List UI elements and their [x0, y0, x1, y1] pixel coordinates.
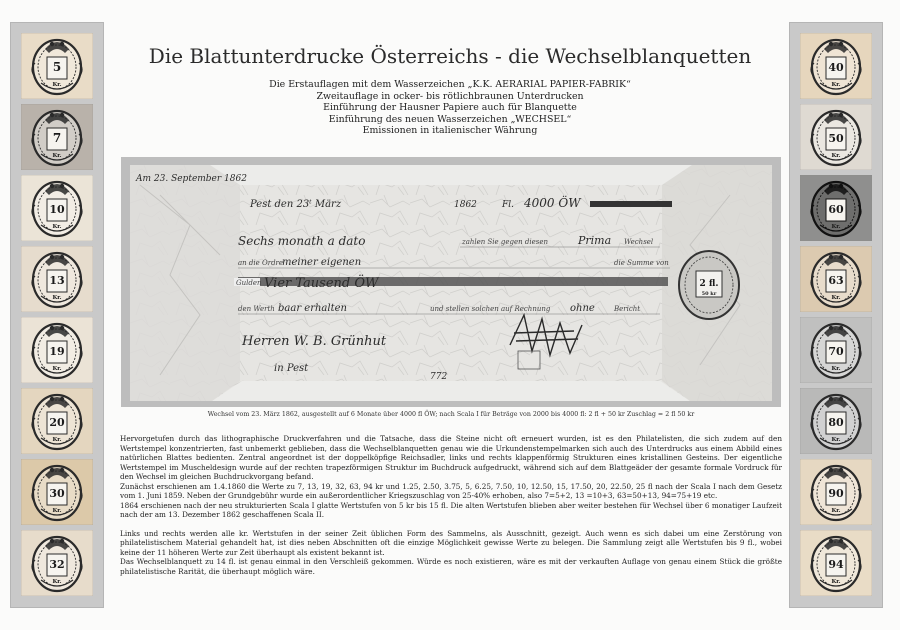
ohne: ohne: [570, 303, 595, 314]
stamp-left-13-kr: [21, 246, 93, 312]
value-stamp: [679, 251, 739, 319]
body-text: [120, 434, 782, 576]
bericht-label: Bericht: [614, 305, 641, 313]
left-stamp-strip: [10, 22, 104, 608]
pay-clause: zahlen Sie gegen diesen: [462, 238, 548, 246]
stamp-right-94-kr: [800, 530, 872, 596]
stamp-left-20-kr: [21, 388, 93, 454]
stamp-right-90-kr: [800, 459, 872, 525]
shell-stamp-icon: [21, 104, 93, 170]
stamp-unit: Kr.: [52, 295, 62, 301]
shell-stamp-icon: [800, 530, 872, 596]
drawee: Herren W. B. Grünhut: [242, 334, 387, 349]
intro-line: Die Erstauflagen mit dem Wasserzeichen „K.K. AERARIAL PAPIER-FABRIK“: [269, 79, 631, 90]
page-title: Die Blattunterdrucke Österreichs - die Wechselblanquetten: [148, 44, 752, 68]
stamp-unit: Kr.: [52, 366, 62, 372]
stamp-value: 5: [52, 60, 62, 74]
value-received: baar erhalten: [278, 303, 347, 314]
prima: Prima: [578, 234, 612, 247]
amount-words: Vier Tausend ÖW: [264, 276, 379, 291]
stamp-value: 94: [828, 558, 844, 571]
sum-label: die Summe von: [614, 259, 669, 267]
stamp-unit: Kr.: [831, 508, 841, 514]
stamp-value: 10: [49, 203, 65, 216]
margin-note: Am 23. September 1862: [136, 174, 247, 184]
right-stamp-strip: [789, 22, 883, 608]
stamp-right-80-kr: [800, 388, 872, 454]
stamp-value: 80: [828, 416, 844, 429]
stamp-left-30-kr: [21, 459, 93, 525]
stamp-unit: Kr.: [831, 366, 841, 372]
stamp-value: 13: [49, 274, 65, 287]
account-clause: und stellen solchen auf Rechnung: [430, 305, 551, 313]
shell-stamp-icon: [800, 317, 872, 383]
stamp-left-32-kr: [21, 530, 93, 596]
stamp-value: 50: [828, 132, 844, 145]
intro-line: Einführung des neuen Wasserzeichen „WECHSEL“: [328, 113, 572, 125]
stamp-value: 19: [49, 345, 65, 358]
shell-stamp-icon: [21, 33, 93, 99]
paragraph: Zunächst erschienen am 1.4.1860 die Werte zu 7, 13, 19, 32, 63, 94 kr und 1.25, 2.50, 3.75, 5, 6.25, 7.50, 10, 12.50, 15, 17.50, 20, 22.50, 25 fl nach der Scala I nach dem Gesetz vom 1. Juni 1859. Neben der Grundgebühr wurde ein außerordentlicher Kriegszuschlag von 25-40% erhoben, also 7=5+2, 13 =10+3, 63=50+13, 94=75+19 etc.: [120, 481, 782, 500]
bill-of-exchange-image: [130, 165, 772, 401]
stamp-value: 40: [828, 61, 844, 74]
stamp-left-19-kr: [21, 317, 93, 383]
shell-stamp-icon: [800, 459, 872, 525]
shell-stamp-icon: [21, 388, 93, 454]
stamp-value: 2 fl.: [699, 279, 719, 289]
paragraph: Hervorgetufen durch das lithographische Druckverfahren und die Tatsache, dass die Steine nicht oft erneuert wurden, ist es den Philatelisten, die sich zudem auf den Wertstempel konzentrierten, fast unbemerkt geblieben, dass die Wechselblanquetten genau wie die Urkundenstempelmarken sich auch des Unterdrucks aus einem Abbild eines natürlichen Blattes bedienten. Zentral angeordnet ist der doppelköpfige Reichsadler, links und rechts klappenförmig Strukturen eines kristallinen Gesteins. Der eigentliche Wertstempel im Muscheldesign wurde auf der rechten trapezförmigen Struktur im Buchdruck aufgedruckt, während sich auf dem Blattgeäder der gesamte formale Vordruck für den Wechsel im gleichen Buchdruckvorgang befand.: [120, 434, 782, 481]
stamp-left-5-kr: [21, 33, 93, 99]
stamp-value: 60: [828, 203, 844, 216]
stamp-value: 7: [52, 131, 62, 145]
amount: 4000 ÖW: [524, 196, 581, 210]
shell-stamp-icon: [800, 104, 872, 170]
wechsel-label: Wechsel: [624, 238, 654, 246]
stamp-unit: Kr.: [52, 224, 62, 230]
stamp-unit: Kr.: [831, 579, 841, 585]
stamp-right-60-kr: [800, 175, 872, 241]
stamp-value: 32: [49, 558, 65, 571]
shell-stamp-icon: [21, 246, 93, 312]
drawee-place: in Pest: [274, 363, 309, 374]
shell-stamp-icon: [21, 459, 93, 525]
stamp-unit: Kr.: [52, 153, 62, 159]
term: Sechs monath a dato: [238, 234, 366, 248]
intro-line: Zweitauflage in ocker- bis rötlichbraunen Unterdrucken: [316, 90, 584, 102]
payee: meiner eigenen: [282, 257, 362, 268]
intro-line: Einführung der Hausner Papiere auch für Blanquette: [323, 102, 577, 114]
shell-stamp-icon: [800, 33, 872, 99]
shell-stamp-icon: [800, 175, 872, 241]
stamp-right-40-kr: [800, 33, 872, 99]
stamp-value: 90: [828, 487, 844, 500]
stamp-value: 63: [828, 274, 844, 287]
shell-stamp-icon: [21, 530, 93, 596]
shell-stamp-icon: [800, 388, 872, 454]
stamp-unit: Kr.: [52, 437, 62, 443]
stamp-right-50-kr: [800, 104, 872, 170]
stamp-unit: Kr.: [52, 508, 62, 514]
amount-prefix: Fl.: [502, 200, 514, 210]
stamp-unit: Kr.: [831, 437, 841, 443]
intro-line: Emissionen in italienischer Währung: [362, 125, 538, 137]
shell-stamp-icon: [21, 317, 93, 383]
stamp-value: 30: [49, 487, 65, 500]
stamp-unit: Kr.: [831, 153, 841, 159]
stamp-left-7-kr: [21, 104, 93, 170]
stamp-unit: Kr.: [52, 82, 62, 88]
intro-lines: [200, 79, 700, 137]
document-caption: Wechsel vom 23. März 1862, ausgestellt auf 6 Monate über 4000 fl ÖW; nach Scala I für Beträge von 2000 bis 4000 fl: 2 fl + 50 kr Zuschlag = 2 fl 50 kr: [207, 411, 695, 418]
bill-number: 772: [430, 372, 448, 382]
shell-stamp-icon: [21, 175, 93, 241]
stamp-unit: Kr.: [831, 295, 841, 301]
year: 1862: [454, 200, 477, 210]
stamp-value: 20: [49, 416, 65, 429]
value-label: den Werth: [238, 305, 275, 313]
shell-stamp-icon: [800, 246, 872, 312]
paragraph: Links und rechts werden alle kr. Wertstufen in der seiner Zeit üblichen Form des Sammelns, als Ausschnitt, gezeigt. Auch wenn es sich dabei um eine Zerstörung von philatelistischem Material gehandelt hat, ist dies neben Abschnitten oft die einzige Möglichkeit gewisse Werte zu belegen. Die Sammlung zeigt alle Wertstufen bis 9 fl., wobei keine der 11 höheren Werte zur Zeit überhaupt als existent bekannt ist.: [120, 528, 782, 557]
stamp-right-63-kr: [800, 246, 872, 312]
stamp-unit: Kr.: [831, 82, 841, 88]
stamp-right-70-kr: [800, 317, 872, 383]
stamp-unit: Kr.: [831, 224, 841, 230]
stamp-unit: Kr.: [52, 579, 62, 585]
paragraph: Das Wechselblanquett zu 14 fl. ist genau einmal in den Verschleiß gekommen. Würde es noch existieren, wäre es mit der verkauften Auflage von genau einem Stück die größte philatelistische Rarität, die überhaupt möglich wäre.: [120, 557, 782, 576]
stamp-value: 70: [828, 345, 844, 358]
stamp-sub: 50 kr: [701, 291, 717, 297]
paragraph: 1864 erschienen nach der neu strukturierten Scala I glatte Wertstufen von 5 kr bis 15 fl. Die alten Wertstufen blieben aber weiter bestehen für Wechsel über 6 monatiger Laufzeit nach der am 13. Dezember 1862 geschaffenen Scala II.: [120, 500, 782, 519]
order-label: an die Ordre: [238, 259, 284, 267]
stamp-left-10-kr: [21, 175, 93, 241]
place-date: Pest den 23ᵗ März: [250, 199, 342, 210]
gulden-label: Gulden: [236, 279, 262, 287]
